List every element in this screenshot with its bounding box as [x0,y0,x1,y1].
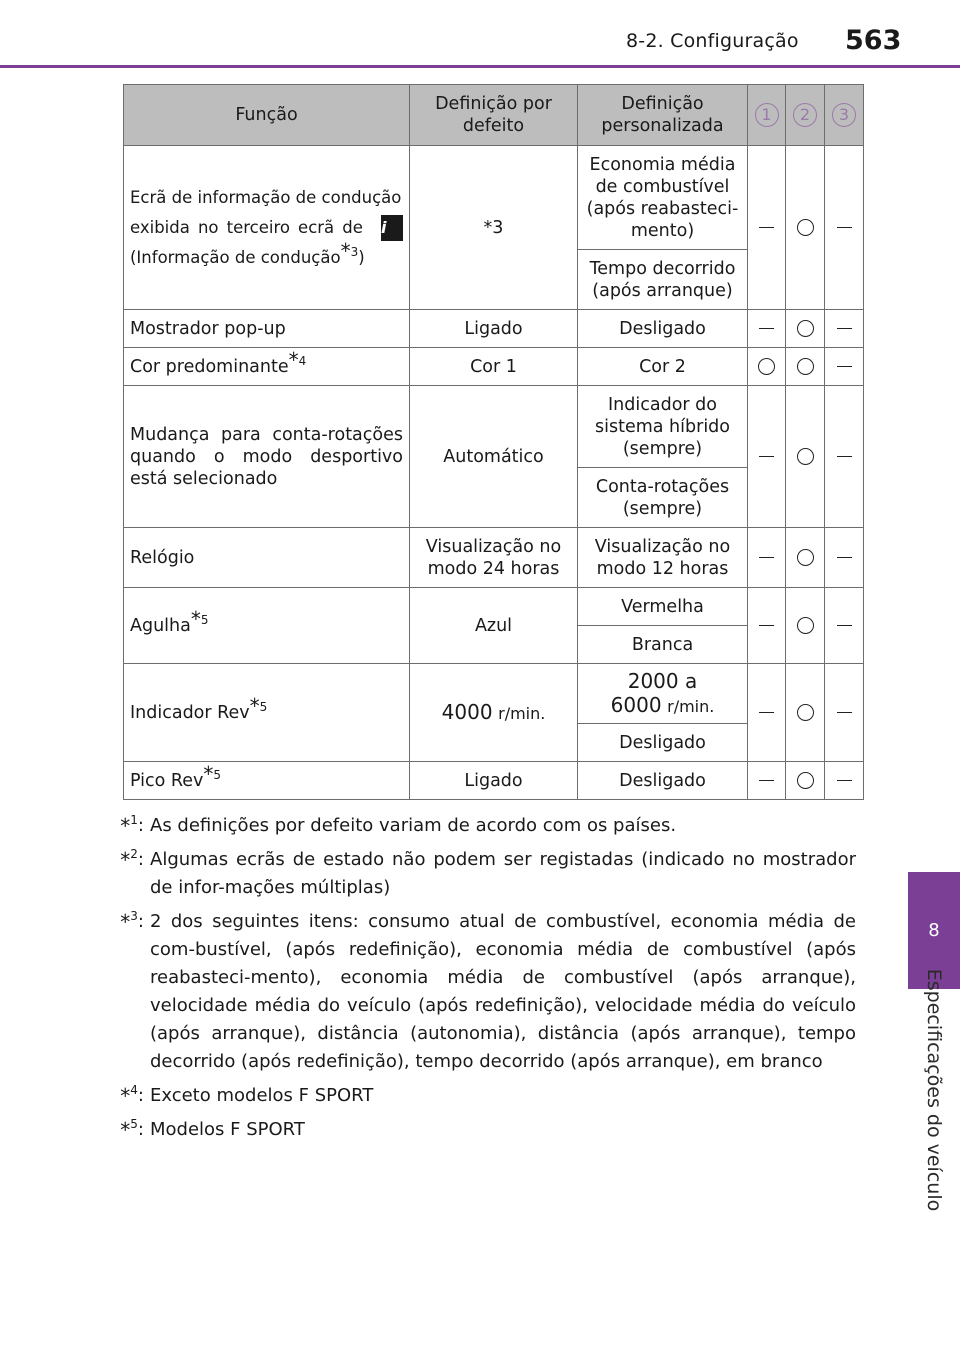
custom-cell: Vermelha [578,588,748,626]
function-cell: Mostrador pop-up [124,310,410,348]
function-text: Cor predominante [130,356,289,377]
method-3-dash [825,588,864,664]
table-row [124,762,864,800]
table-row [124,588,864,626]
header-custom: Definição personalizada [578,85,748,146]
custom-cell: Tempo decorrido (após arranque) [578,250,748,310]
footnote-mark: *$^2$: [120,847,144,872]
custom-value: 6000 [610,692,662,717]
function-line: exibida no terceiro ecrã de [130,217,363,237]
footnote-item [108,908,856,1076]
footnote-ref: 5 [259,699,268,714]
footnote-text: Exceto modelos F SPORT [150,1085,374,1106]
default-cell: Azul [410,588,578,664]
footnote-text: 2 dos seguintes itens: consumo atual de combustível, economia média de com-bustível, (após redefinição), economia média de combustível (após reabasteci-mento), economia média de combustível (após arranque), velocidade média do veículo (após redefinição), velocidade média do veículo (após arranque), distância (autonomia), distância (após arranque), tempo decorrido (após redefinição), tempo decorrido (após arranque), em branco [150,911,856,1072]
method-1-dash [748,310,786,348]
footnotes [108,812,856,1150]
footnote-text: Algumas ecrãs de estado não podem ser registadas (indicado no mostrador de infor-mações múltiplas) [150,849,856,898]
footnote-ref: 4 [298,353,307,368]
table-row [124,528,864,588]
method-1-dash [748,588,786,664]
default-cell: Visualização no modo 24 horas [410,528,578,588]
section-title: 8-2. Configuração [626,30,799,52]
custom-cell: Branca [578,626,748,664]
footnote-item [108,1116,856,1144]
page-header [0,0,960,66]
function-cell: Cor predominante$^{*4}$ [124,348,410,386]
header-default: Definição por defeito [410,85,578,146]
chapter-number: 8 [928,920,940,941]
method-3-dash [825,664,864,762]
footnote-item [108,1082,856,1110]
custom-line [584,694,741,718]
function-cell: Indicador Rev$^{*5}$ [124,664,410,762]
default-cell: Cor 1 [410,348,578,386]
custom-cell: Conta-rotações (sempre) [578,468,748,528]
custom-cell: Indicador do sistema híbrido (sempre) [578,386,748,468]
function-cell [124,146,410,310]
method-3-dash [825,146,864,310]
table-row [124,310,864,348]
header-rule [0,65,960,68]
method-2-circle [786,386,825,528]
custom-cell: Desligado [578,762,748,800]
method-1-icon: 1 [755,103,779,127]
footnote-mark: *$^4$: [120,1083,144,1108]
default-value: 4000 [441,699,493,724]
default-cell: Ligado [410,762,578,800]
header-function: Função [124,85,410,146]
function-cell: Relógio [124,528,410,588]
function-cell: Agulha$^{*5}$ [124,588,410,664]
page-number: 563 [845,25,902,56]
function-text: Pico Rev [130,770,204,791]
custom-cell: Visualização no modo 12 horas [578,528,748,588]
footnote-item [108,846,856,902]
table-row [124,664,864,724]
footnote-ref: 5 [200,612,209,627]
header-method-2 [786,85,825,146]
chapter-title: Especificações do veículo [923,968,945,1212]
default-unit: r/min. [498,703,546,723]
method-2-circle [786,310,825,348]
method-3-dash [825,386,864,528]
custom-cell: Cor 2 [578,348,748,386]
table-row [124,386,864,468]
function-cell: Pico Rev$^{*5}$ [124,762,410,800]
custom-unit: r/min. [667,696,715,716]
function-line: Ecrã de informação de condução [130,187,402,207]
method-2-circle [786,588,825,664]
method-3-dash [825,762,864,800]
method-2-circle [786,664,825,762]
method-1-dash [748,762,786,800]
header-method-1 [748,85,786,146]
default-cell: Ligado [410,310,578,348]
default-cell: Automático [410,386,578,528]
function-text: Agulha [130,615,191,636]
footnote-text: Modelos F SPORT [150,1119,305,1140]
method-2-circle [786,348,825,386]
custom-line [584,670,741,694]
method-3-dash [825,348,864,386]
footnote-item [108,812,856,840]
footnote-mark: *$^5$: [120,1117,144,1142]
method-1-circle [748,348,786,386]
method-3-dash [825,310,864,348]
method-2-circle [786,146,825,310]
method-1-dash [748,386,786,528]
method-1-dash [748,146,786,310]
default-cell: *3 [410,146,578,310]
footnote-ref: 3 [350,245,359,259]
footnote-mark: *$^1$: [120,813,144,838]
method-2-circle [786,528,825,588]
method-1-dash [748,664,786,762]
custom-cell: Economia média de combustível (após reabasteci-mento) [578,146,748,250]
footnote-ref: 5 [213,767,222,782]
settings-table [123,84,864,800]
function-line: (Informação de condução$^{*3}$) [130,239,365,267]
default-cell [410,664,578,762]
method-3-dash [825,528,864,588]
footnote-mark: *$^3$: [120,909,144,934]
header-method-3 [825,85,864,146]
custom-cell [578,664,748,724]
function-text: Indicador Rev [130,702,250,723]
function-cell: Mudança para conta-rotações quando o modo desportivo está selecionado [124,386,410,528]
custom-cell: Desligado [578,310,748,348]
method-3-icon: 3 [832,103,856,127]
table-row [124,146,864,250]
method-2-icon: 2 [793,103,817,127]
function-line-text: (Informação de condução [130,247,341,267]
info-icon: i [381,215,403,241]
function-line-with-icon [130,213,403,243]
method-2-circle [786,762,825,800]
custom-line-text: 2000 a [627,668,698,693]
method-1-dash [748,528,786,588]
table-header-row [124,85,864,146]
footnote-text: As definições por defeito variam de acordo com os países. [150,815,677,836]
custom-cell: Desligado [578,724,748,762]
table-row [124,348,864,386]
